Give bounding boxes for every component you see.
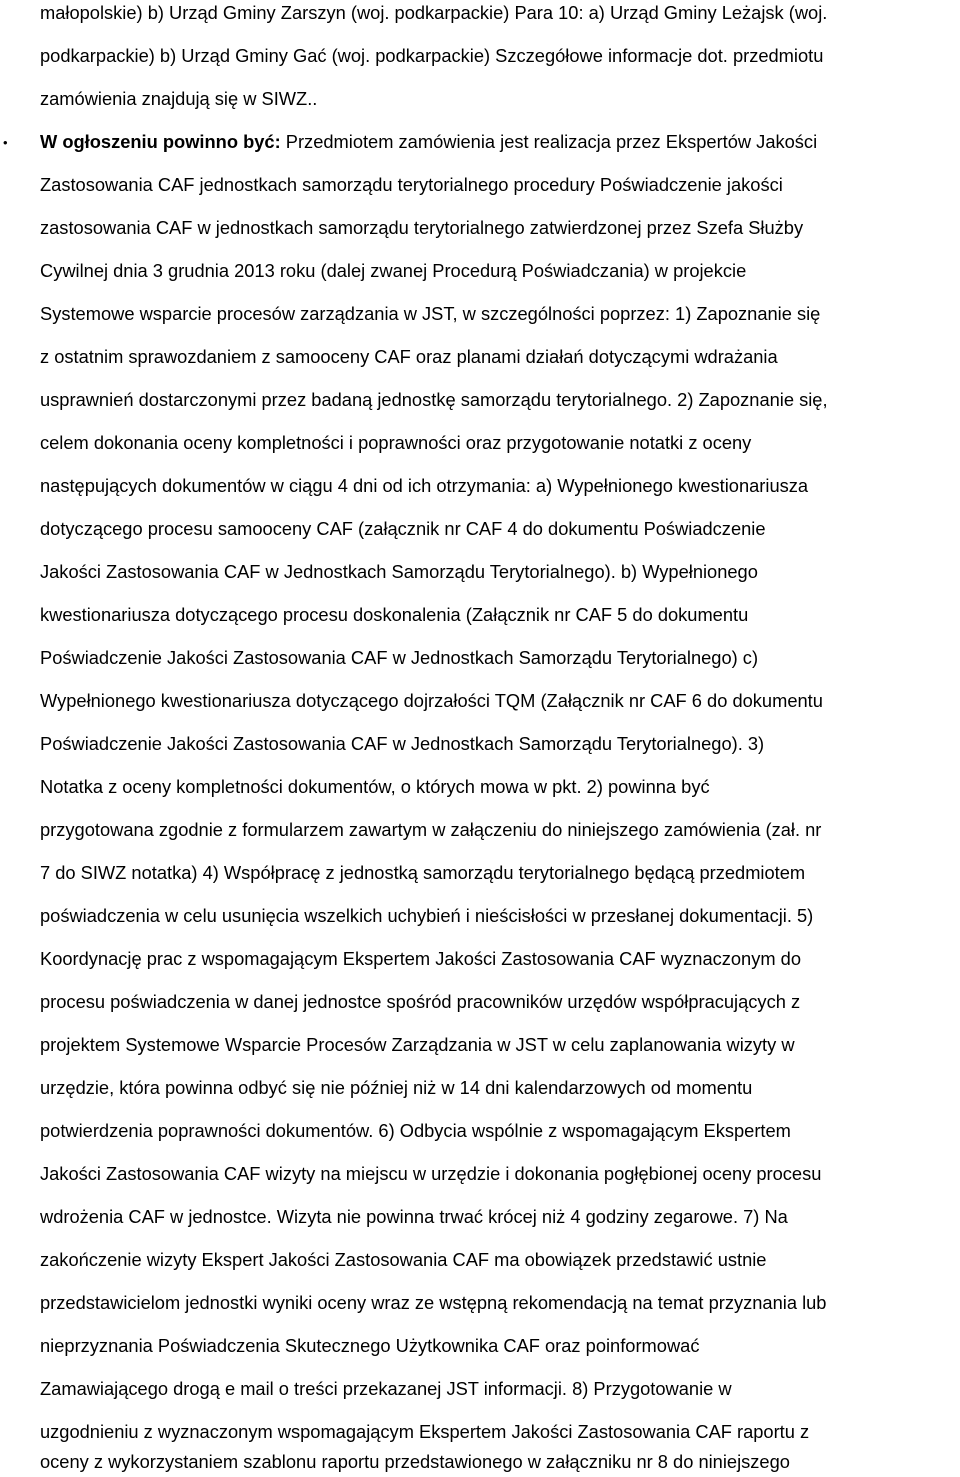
paragraph-line: Systemowe wsparcie procesów zarządzania w JST, w szczególności poprzez: 1) Zapoznanie się xyxy=(40,303,821,324)
paragraph-line: Wypełnionego kwestionariusza dotyczącego dojrzałości TQM (Załącznik nr CAF 6 do dokumentu xyxy=(40,690,823,711)
intro-line-1: małopolskie) b) Urząd Gminy Zarszyn (woj. podkarpackie) Para 10: a) Urząd Gminy Leżajsk (woj. xyxy=(40,2,828,23)
paragraph-line: Zamawiającego drogą e mail o treści przekazanej JST informacji. 8) Przygotowanie w xyxy=(40,1378,732,1399)
paragraph-line: celem dokonania oceny kompletności i poprawności oraz przygotowanie notatki z oceny xyxy=(40,432,752,453)
paragraph-line: dotyczącego procesu samooceny CAF (załącznik nr CAF 4 do dokumentu Poświadczenie xyxy=(40,518,766,539)
paragraph-line: wdrożenia CAF w jednostce. Wizyta nie powinna trwać krócej niż 4 godziny zegarowe. 7) Na xyxy=(40,1206,788,1227)
paragraph-line: poświadczenia w celu usunięcia wszelkich uchybień i nieścisłości w przesłanej dokumentacji. 5) xyxy=(40,905,814,926)
paragraph-line: Koordynację prac z wspomagającym Ekspertem Jakości Zastosowania CAF wyznaczonym do xyxy=(40,948,802,969)
paragraph-line: zakończenie wizyty Ekspert Jakości Zastosowania CAF ma obowiązek przedstawić ustnie xyxy=(40,1249,767,1270)
paragraph-line: zastosowania CAF w jednostkach samorządu terytorialnego zatwierdzonej przez Szefa Służby xyxy=(40,217,804,238)
paragraph-line: Poświadczenie Jakości Zastosowania CAF w Jednostkach Samorządu Terytorialnego). 3) xyxy=(40,733,765,754)
paragraph-line: urzędzie, która powinna odbyć się nie później niż w 14 dni kalendarzowych od momentu xyxy=(40,1077,753,1098)
bullet-first-line xyxy=(40,131,817,153)
paragraph-line: Jakości Zastosowania CAF wizyty na miejscu w urzędzie i dokonania pogłębionej oceny procesu xyxy=(40,1163,822,1184)
paragraph-line: Zastosowania CAF jednostkach samorządu terytorialnego procedury Poświadczenie jakości xyxy=(40,174,783,195)
paragraph-line: uzgodnieniu z wyznaczonym wspomagającym Ekspertem Jakości Zastosowania CAF raportu z xyxy=(40,1421,810,1442)
paragraph-line: potwierdzenia poprawności dokumentów. 6) Odbycia wspólnie z wspomagającym Ekspertem xyxy=(40,1120,791,1141)
paragraph-line: projektem Systemowe Wsparcie Procesów Zarządzania w JST w celu zaplanowania wizyty w xyxy=(40,1034,795,1055)
paragraph-line: procesu poświadczenia w danej jednostce spośród pracowników urzędów współpracujących z xyxy=(40,991,801,1012)
paragraph-line: oceny z wykorzystaniem szablonu raportu przedstawionego w załączniku nr 8 do niniejszego xyxy=(40,1451,790,1472)
bullet-lead: W ogłoszeniu powinno być: xyxy=(40,131,281,152)
paragraph-line: Cywilnej dnia 3 grudnia 2013 roku (dalej zwanej Procedurą Poświadczania) w projekcie xyxy=(40,260,747,281)
bullet-marker: • xyxy=(3,135,8,150)
paragraph-line: 7 do SIWZ notatka) 4) Współpracę z jednostką samorządu terytorialnego będącą przedmiotem xyxy=(40,862,806,883)
paragraph-line: nieprzyznania Poświadczenia Skutecznego Użytkownika CAF oraz poinformować xyxy=(40,1335,700,1356)
paragraph-line: kwestionariusza dotyczącego procesu doskonalenia (Załącznik nr CAF 5 do dokumentu xyxy=(40,604,749,625)
paragraph-line: przedstawicielom jednostki wyniki oceny wraz ze wstępną rekomendacją na temat przyznania lub xyxy=(40,1292,827,1313)
paragraph-line: Jakości Zastosowania CAF w Jednostkach Samorządu Terytorialnego). b) Wypełnionego xyxy=(40,561,758,582)
paragraph-line: Poświadczenie Jakości Zastosowania CAF w Jednostkach Samorządu Terytorialnego) c) xyxy=(40,647,759,668)
intro-line-2: podkarpackie) b) Urząd Gminy Gać (woj. podkarpackie) Szczegółowe informacje dot. przedmiotu xyxy=(40,45,824,66)
paragraph-line: z ostatnim sprawozdaniem z samooceny CAF oraz planami działań dotyczącymi wdrażania xyxy=(40,346,778,367)
paragraph-line: następujących dokumentów w ciągu 4 dni od ich otrzymania: a) Wypełnionego kwestionariusza xyxy=(40,475,809,496)
bullet-first-rest: Przedmiotem zamówienia jest realizacja przez Ekspertów Jakości xyxy=(280,131,818,152)
paragraph-line: Notatka z oceny kompletności dokumentów, o których mowa w pkt. 2) powinna być xyxy=(40,776,710,797)
paragraph-line: usprawnień dostarczonymi przez badaną jednostkę samorządu terytorialnego. 2) Zapoznanie się, xyxy=(40,389,828,410)
intro-line-3: zamówienia znajdują się w SIWZ.. xyxy=(40,88,318,109)
paragraph-line: przygotowana zgodnie z formularzem zawartym w załączeniu do niniejszego zamówienia (zał. nr xyxy=(40,819,822,840)
